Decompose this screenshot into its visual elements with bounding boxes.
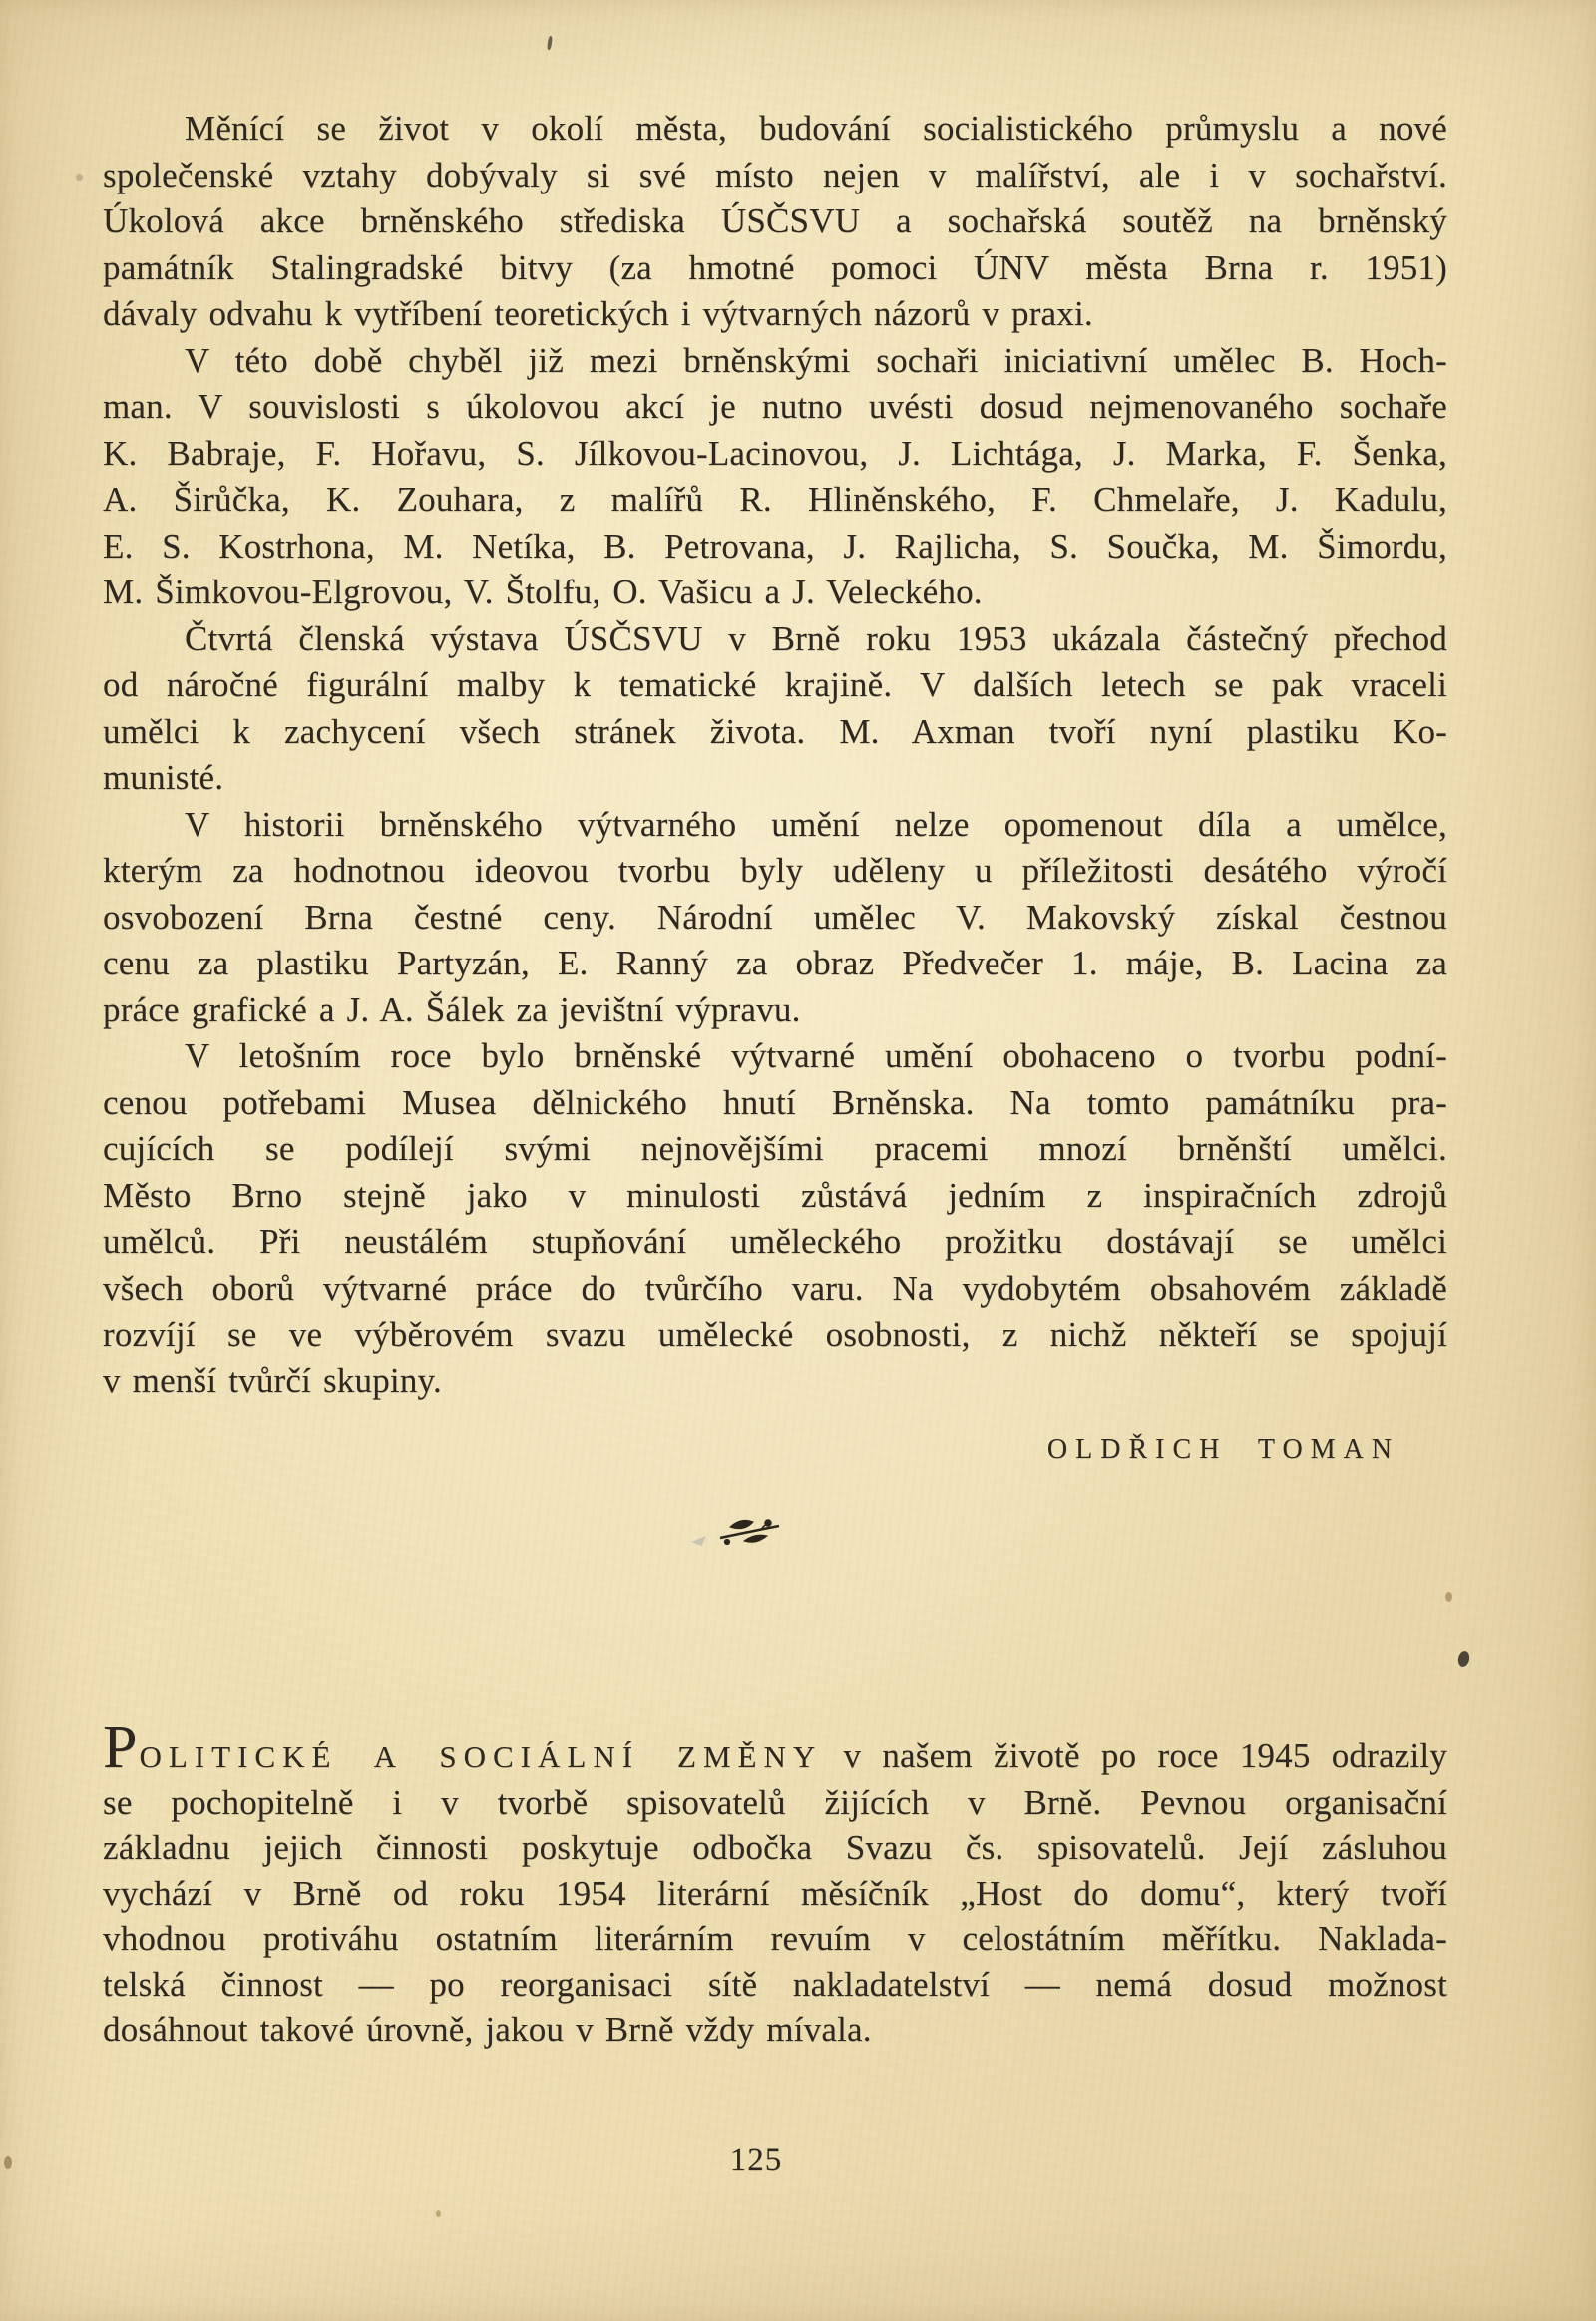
text-line: Měnící se život v okolí města, budování socialistického průmyslu a nové: [185, 109, 1447, 148]
paper-speck: [1445, 1592, 1452, 1602]
page-number: 125: [729, 2142, 783, 2178]
text-line: telská činnost — po reorganisaci sítě nakladatelství — nemá dosud možnost: [103, 1964, 1447, 2004]
literature-article-lines: [103, 1780, 1447, 2053]
leaf-sprig-icon: [718, 1514, 782, 1550]
paper-speck: [436, 2210, 441, 2217]
text-line: cenou potřebami Musea dělnického hnutí Brněnska. Na tomto památníku pra-: [103, 1082, 1447, 1122]
paper-speck: [691, 1536, 706, 1546]
text-line: rozvíjí se ve výběrovém svazu umělecké osobnosti, z nichž někteří se spojují: [103, 1315, 1447, 1354]
text-line: všech oborů výtvarné práce do tvůrčího varu. Na vydobytém obsahovém základě: [103, 1268, 1447, 1308]
text-line: osvobození Brna čestné ceny. Národní umělec V. Makovský získal čestnou: [103, 897, 1447, 937]
paper-speck: [4, 2156, 12, 2169]
text-line: památník Stalingradské bitvy (za hmotné pomoci ÚNV města Brna r. 1951): [103, 247, 1447, 287]
text-line: Město Brno stejně jako v minulosti zůstává jedním z inspiračních zdrojů: [103, 1175, 1447, 1215]
paper-speck: [1456, 1650, 1470, 1668]
text-line: od náročné figurální malby k tematické krajině. V dalších letech se pak vraceli: [103, 665, 1447, 704]
literature-article-body: [103, 1714, 1448, 2053]
text-line: vychází v Brně od roku 1954 literární měsíčník „Host do domu“, který tvoří: [103, 1873, 1447, 1913]
text-line: K. Babraje, F. Hořavu, S. Jílkovou-Lacinovou, J. Lichtága, J. Marka, F. Šenka,: [103, 433, 1447, 473]
paper-speck: [76, 174, 83, 181]
text-line: Čtvrtá členská výstava ÚSČSVU v Brně roku 1953 ukázala částečný přechod: [185, 618, 1447, 658]
text-line: dosáhnout takové úrovně, jakou v Brně vždy mívala.: [103, 2010, 872, 2049]
text-line: dávaly odvahu k vytříbení teoretických i výtvarných názorů v praxi.: [103, 294, 1093, 333]
text-line: V historii brněnského výtvarného umění nelze opomenout díla a umělce,: [185, 804, 1447, 844]
drop-cap-initial: P: [103, 1714, 140, 1781]
section-heading-line: [103, 1714, 1448, 1781]
text-line: práce grafické a J. A. Šálek za jevištní výpravu.: [103, 989, 801, 1029]
text-line: základnu jejich činnosti poskytuje odbočka Svazu čs. spisovatelů. Její zásluhou: [103, 1828, 1447, 1867]
text-line: se pochopitelně i v tvorbě spisovatelů žijících v Brně. Pevnou organisační: [103, 1782, 1447, 1822]
text-line: společenské vztahy dobývaly si své místo nejen v malířství, ale i v sochařství.: [103, 155, 1447, 194]
text-line: umělců. Při neustálém stupňování uměleckého prožitku dostávají se umělci: [103, 1222, 1447, 1261]
text-line: V letošním roce bylo brněnské výtvarné umění obohaceno o tvorbu podní-: [185, 1036, 1447, 1075]
text-line: kterým za hodnotnou ideovou tvorbu byly uděleny u příležitosti desátého výročí: [103, 851, 1447, 890]
section-heading-rest: v našem životě po roce 1945 odrazily: [843, 1737, 1448, 1775]
art-article-body: [103, 106, 1447, 1404]
text-line: cenu za plastiku Partyzán, E. Ranný za obraz Předvečer 1. máje, B. Lacina za: [103, 944, 1447, 982]
text-line: man. V souvislosti s úkolovou akcí je nutno uvésti dosud nejmenovaného sochaře: [103, 387, 1447, 426]
text-line: V této době chyběl již mezi brněnskými sochaři iniciativní umělec B. Hoch-: [185, 340, 1447, 380]
text-line: munisté.: [103, 758, 224, 797]
text-line: vhodnou protiváhu ostatním literárním revuím v celostátním měřítku. Naklada-: [103, 1919, 1447, 1958]
section-heading-caps: OLITICKÉ A SOCIÁLNÍ ZMĚNY: [139, 1740, 823, 1774]
text-line: M. Šimkovou-Elgrovou, V. Štolfu, O. Vašicu a J. Veleckého.: [103, 573, 983, 611]
text-line: cujících se podílejí svými nejnovějšími pracemi mnozí brněnští umělci.: [103, 1129, 1447, 1168]
text-line: E. S. Kostrhona, M. Netíka, B. Petrovana, J. Rajlicha, S. Součka, M. Šimordu,: [103, 526, 1447, 566]
text-line: Úkolová akce brněnského střediska ÚSČSVU a sochařská soutěž na brněnský: [103, 201, 1447, 240]
text-line: A. Širůčka, K. Zouhara, z malířů R. Hliněnského, F. Chmelaře, J. Kadulu,: [103, 480, 1447, 519]
text-line: umělci k zachycení všech stránek života. M. Axman tvoří nyní plastiku Ko-: [103, 711, 1447, 751]
leaf-ornament: [718, 1514, 782, 1550]
author-signature: OLDŘICH TOMAN: [1046, 1434, 1399, 1465]
paper-speck: [547, 36, 553, 50]
text-line: v menší tvůrčí skupiny.: [103, 1360, 442, 1400]
